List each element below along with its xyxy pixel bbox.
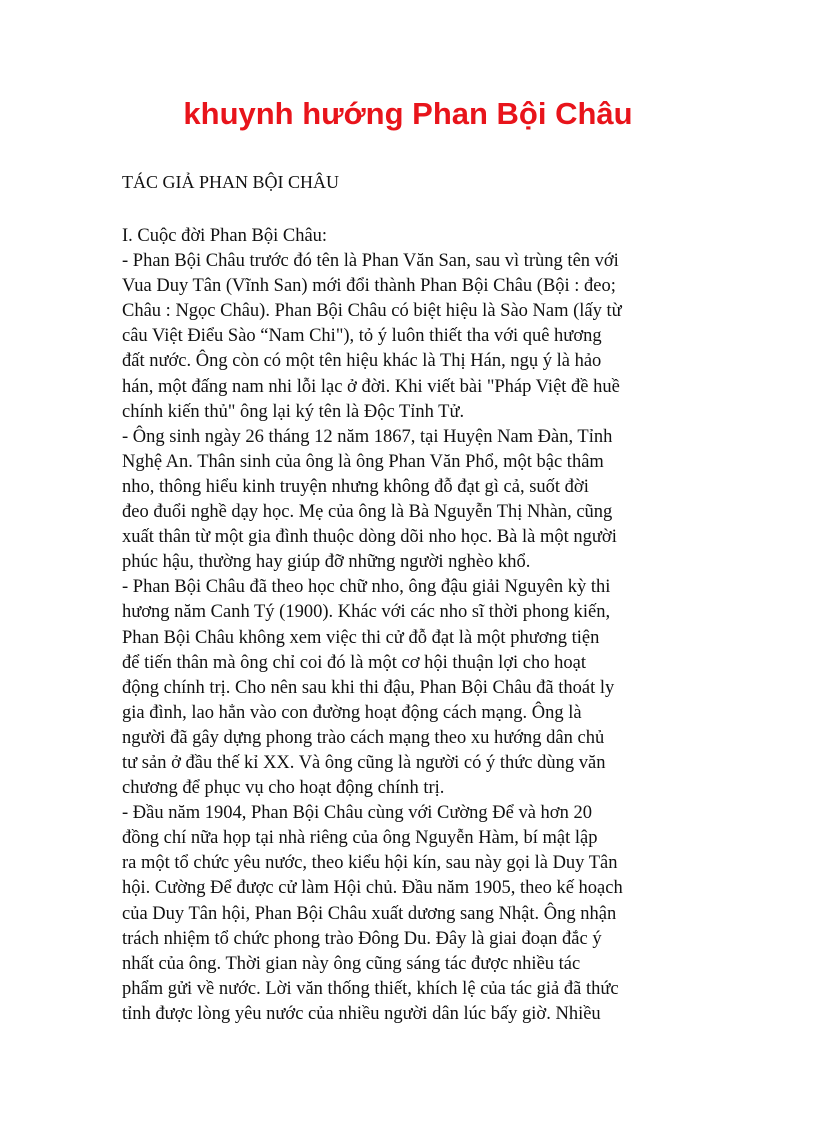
text-line: - Phan Bội Châu trước đó tên là Phan Văn San, sau vì trùng tên với [122,251,619,272]
text-line: I. Cuộc đời Phan Bội Châu: [122,226,328,246]
text-line: đeo đuổi nghề dạy học. Mẹ của ông là Bà Nguyễn Thị Nhàn, cũng [122,502,613,523]
text-line: đồng chí nữa họp tại nhà riêng của ông Nguyễn Hàm, bí mật lập [122,828,598,849]
text-line: - Ông sinh ngày 26 tháng 12 năm 1867, tại Huyện Nam Đàn, Tỉnh [122,426,613,447]
text-line: hội. Cường Để được cử làm Hội chủ. Đầu năm 1905, theo kế hoạch [122,878,623,899]
text-line: động chính trị. Cho nên sau khi thi đậu, Phan Bội Châu đã thoát ly [122,677,615,698]
text-line: đất nước. Ông còn có một tên hiệu khác là Thị Hán, ngụ ý là hảo [122,351,602,372]
text-line: trách nhiệm tổ chức phong trào Đông Du. Đây là giai đoạn đắc ý [122,928,602,949]
section-heading: TÁC GIẢ PHAN BỘI CHÂU [122,172,340,192]
text-line: để tiến thân mà ông chỉ coi đó là một cơ hội thuận lợi cho hoạt [122,652,586,673]
text-line: gia đình, lao hẳn vào con đường hoạt động cách mạng. Ông là [122,702,582,723]
text-line: - Phan Bội Châu đã theo học chữ nho, ông đậu giải Nguyên kỳ thi [122,577,611,598]
document-body [122,224,623,1027]
text-line: tư sản ở đầu thế kỉ XX. Và ông cũng là người có ý thức dùng văn [122,752,606,773]
text-line: người đã gây dựng phong trào cách mạng theo xu hướng dân chủ [122,727,605,748]
text-line: phẩm gửi về nước. Lời văn thống thiết, khích lệ của tác giả đã thức [122,978,619,999]
text-line: xuất thân từ một gia đình thuộc dòng dõi nho học. Bà là một người [122,527,617,548]
text-line: hán, một đấng nam nhi lỗi lạc ở đời. Khi viết bài "Pháp Việt đề huề [122,376,620,397]
text-line: chương để phục vụ cho hoạt động chính trị. [122,778,445,799]
text-line: phúc hậu, thường hay giúp đỡ những người nghèo khổ. [122,552,531,573]
text-line: câu Việt Điểu Sào “Nam Chi"), tỏ ý luôn thiết tha với quê hương [122,326,602,347]
text-line: nho, thông hiểu kinh truyện nhưng không đỗ đạt gì cả, suốt đời [122,476,589,497]
text-line: hương năm Canh Tý (1900). Khác với các nho sĩ thời phong kiến, [122,602,611,623]
text-line: chính kiến thủ" ông lại ký tên là Độc Tỉnh Tử. [122,401,465,422]
document-title: khuynh hướng Phan Bội Châu [183,96,633,131]
text-line: Nghệ An. Thân sinh của ông là ông Phan Văn Phổ, một bậc thâm [122,451,604,472]
text-line: Châu : Ngọc Châu). Phan Bội Châu có biệt hiệu là Sào Nam (lấy từ [122,301,622,322]
text-line: ra một tổ chức yêu nước, theo kiểu hội kín, sau này gọi là Duy Tân [122,853,618,874]
text-line: của Duy Tân hội, Phan Bội Châu xuất dương sang Nhật. Ông nhận [122,903,617,924]
text-line: nhất của ông. Thời gian này ông cũng sáng tác được nhiều tác [122,953,581,974]
text-line: Vua Duy Tân (Vĩnh San) mới đổi thành Phan Bội Châu (Bội : đeo; [122,276,616,297]
text-line: - Đầu năm 1904, Phan Bội Châu cùng với Cường Để và hơn 20 [122,803,592,824]
text-line: Phan Bội Châu không xem việc thi cử đỗ đạt là một phương tiện [122,627,600,648]
text-line: tỉnh được lòng yêu nước của nhiều người dân lúc bấy giờ. Nhiều [122,1003,601,1024]
